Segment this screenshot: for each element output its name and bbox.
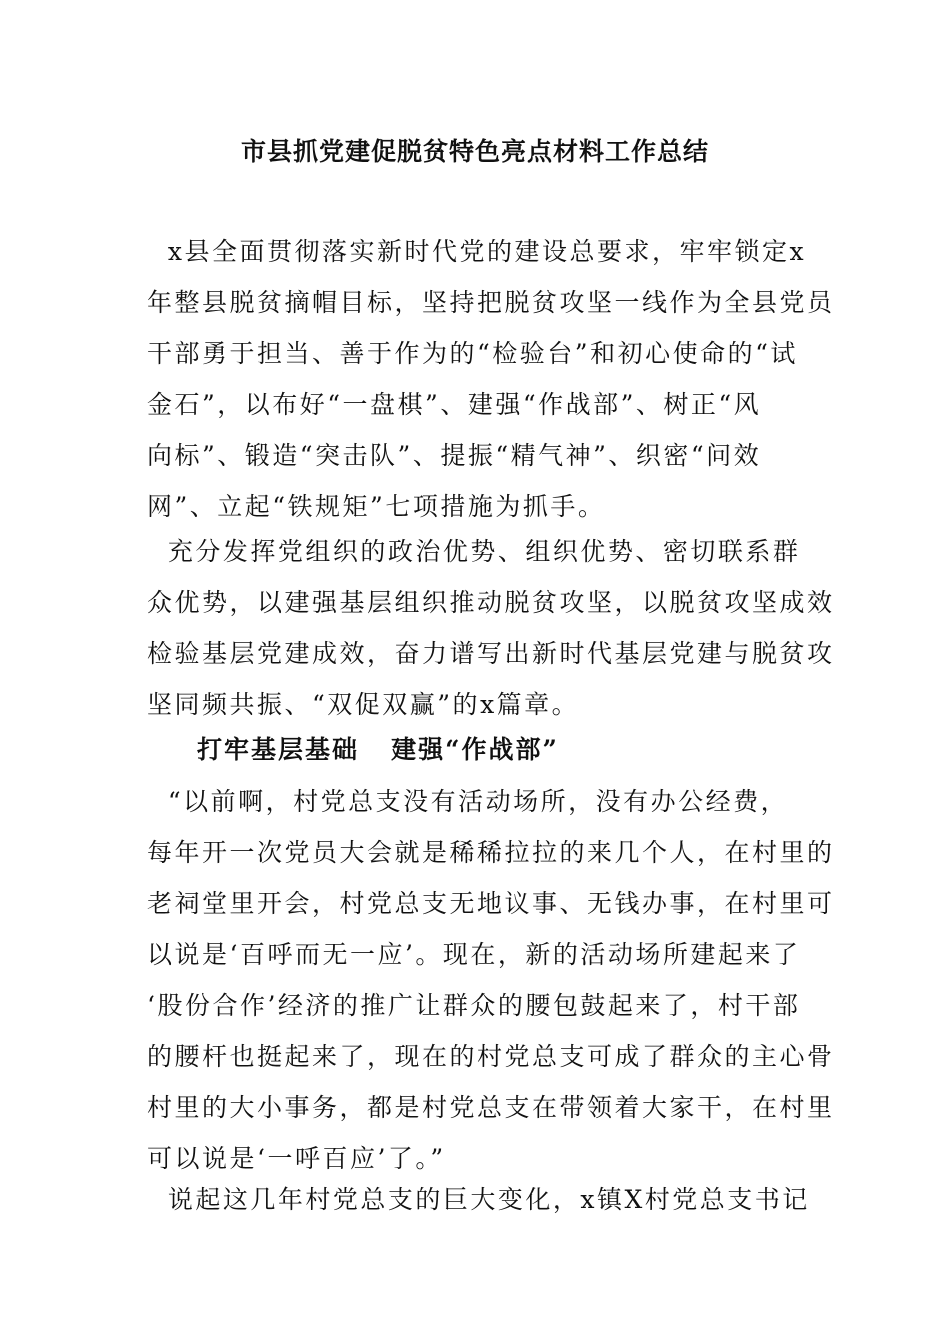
document-title: 市县抓党建促脱贫特色亮点材料工作总结 bbox=[240, 137, 709, 166]
paragraph-intro bbox=[147, 226, 835, 532]
paragraph-line: 每年开一次党员大会就是稀稀拉拉的来几个人，在村里的 bbox=[147, 838, 835, 867]
paragraph-line: ‘股份合作’经济的推广让群众的腰包鼓起来了，村干部 bbox=[147, 991, 801, 1020]
paragraph-line: 说起这几年村党总支的巨大变化，x镇X村党总支书记 bbox=[147, 1185, 810, 1214]
paragraph-line: “以前啊，村党总支没有活动场所，没有办公经费， bbox=[147, 787, 789, 816]
paragraph-line: 的腰杆也挺起来了，现在的村党总支可成了群众的主心骨 bbox=[147, 1042, 835, 1071]
paragraph-line: 网”、立起“铁规矩”七项措施为抓手。 bbox=[147, 492, 606, 521]
section-heading: 打牢基层基础 建强“作战部” bbox=[197, 735, 559, 764]
paragraph-line: 金石”，以布好“一盘棋”、建强“作战部”、树正“风 bbox=[147, 390, 762, 419]
paragraph-line: 干部勇于担当、善于作为的“检验台”和初心使命的“试 bbox=[147, 339, 798, 368]
paragraph-line: 以说是‘百呼而无一应’。现在，新的活动场所建起来了 bbox=[147, 940, 801, 969]
paragraph-summary bbox=[147, 526, 835, 730]
paragraph-line: 充分发挥党组织的政治优势、组织优势、密切联系群 bbox=[147, 537, 801, 566]
paragraph-line: 老祠堂里开会，村党总支无地议事、无钱办事，在村里可 bbox=[147, 889, 835, 918]
paragraph-line: 村里的大小事务，都是村党总支在带领着大家干，在村里 bbox=[147, 1093, 835, 1122]
paragraph-quote bbox=[147, 776, 835, 1184]
paragraph-line: 坚同频共振、“双促双赢”的x篇章。 bbox=[147, 690, 580, 719]
paragraph-line: 检验基层党建成效，奋力谱写出新时代基层党建与脱贫攻 bbox=[147, 639, 835, 668]
paragraph-line: x县全面贯彻落实新时代党的建设总要求，牢牢锁定x bbox=[147, 237, 807, 266]
paragraph-line: 年整县脱贫摘帽目标，坚持把脱贫攻坚一线作为全县党员 bbox=[147, 288, 835, 317]
paragraph-line: 向标”、锻造“突击队”、提振“精气神”、织密“问效 bbox=[147, 441, 762, 470]
paragraph-narrative bbox=[147, 1174, 810, 1225]
paragraph-line: 众优势，以建强基层组织推动脱贫攻坚，以脱贫攻坚成效 bbox=[147, 588, 835, 617]
paragraph-line: 可以说是‘一呼百应’了。” bbox=[147, 1144, 446, 1173]
